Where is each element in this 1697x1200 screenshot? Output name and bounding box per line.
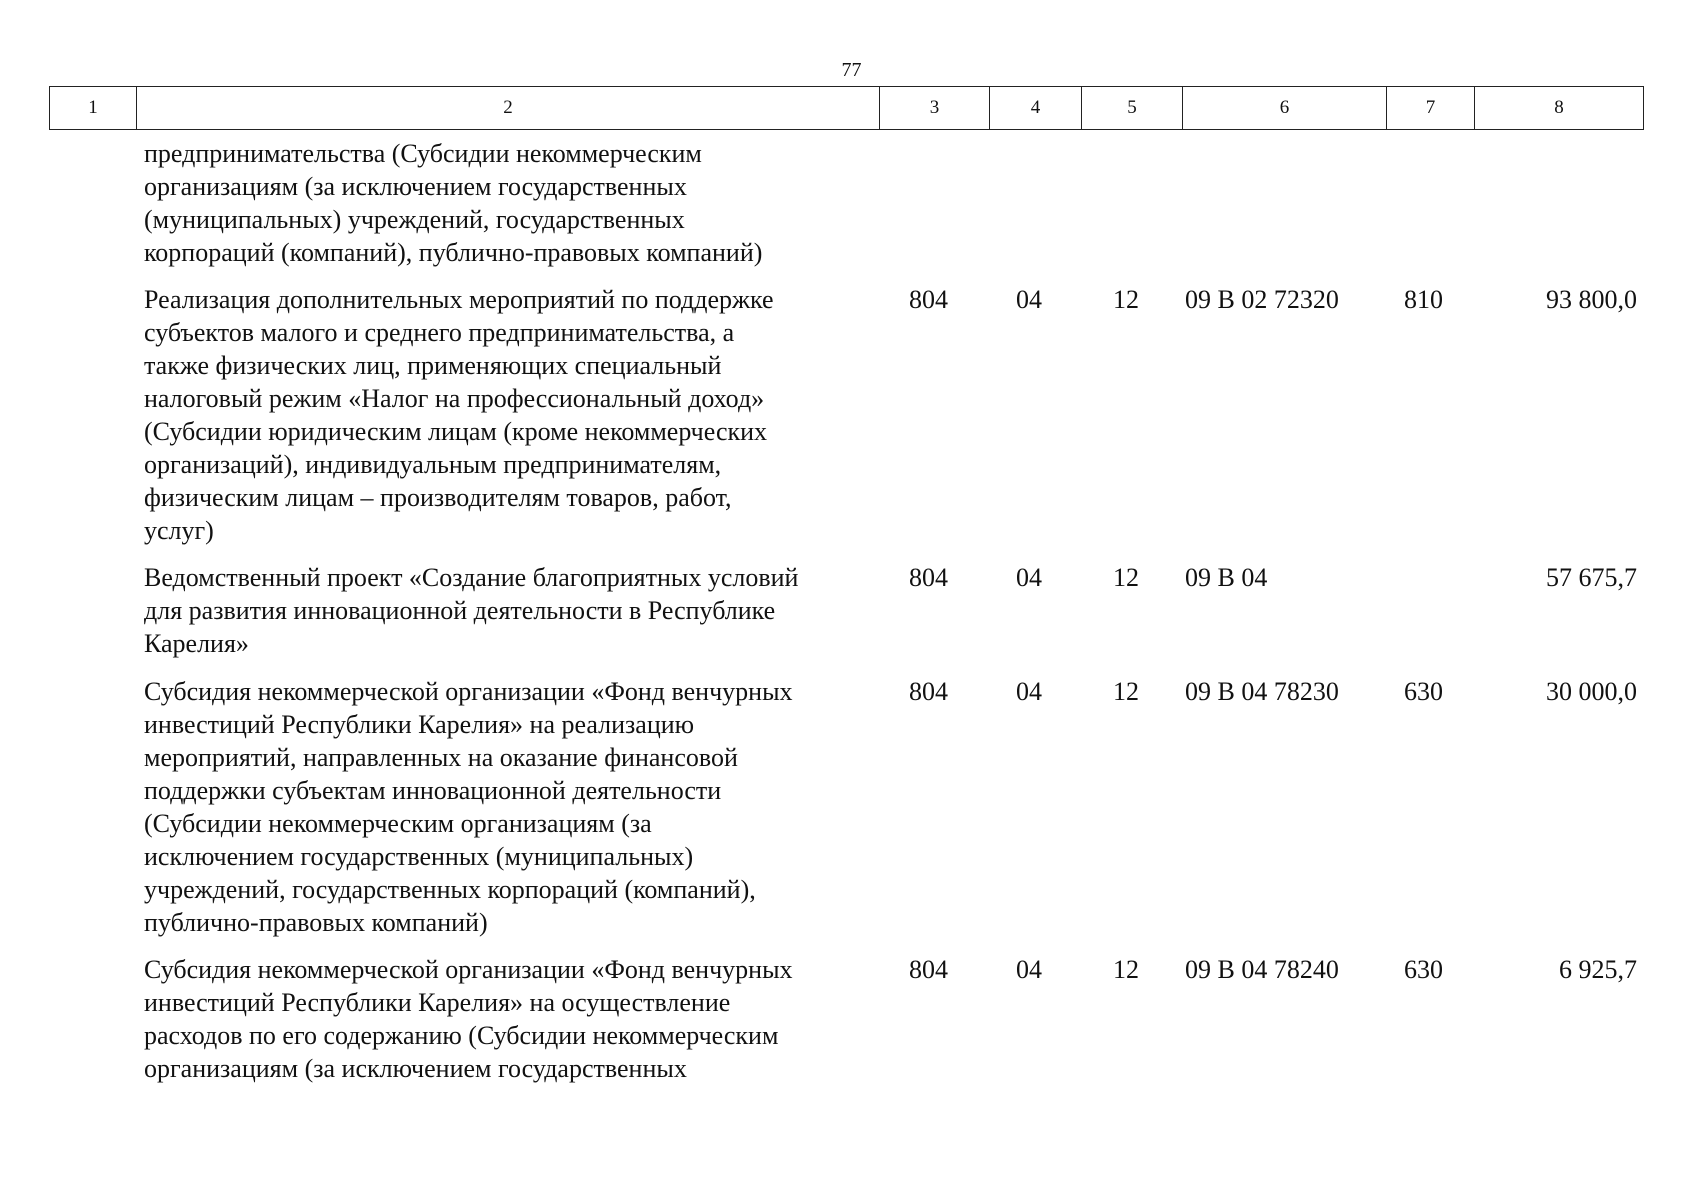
row-code-3: 804 bbox=[909, 955, 948, 984]
row-description bbox=[144, 283, 864, 547]
row-description bbox=[144, 953, 864, 1085]
description-line: инвестиций Республики Карелия» на реализацию bbox=[144, 710, 695, 739]
column-header-8: 8 bbox=[1475, 87, 1644, 130]
description-line: организациям (за исключением государственных bbox=[144, 172, 687, 201]
column-header-2: 2 bbox=[137, 87, 880, 130]
row-code-4: 04 bbox=[1016, 563, 1042, 592]
row-code-3: 804 bbox=[909, 563, 948, 592]
description-line: организаций), индивидуальным предпринимателям, bbox=[144, 450, 722, 479]
description-line: расходов по его содержанию (Субсидии некоммерческим bbox=[144, 1021, 779, 1050]
description-line: Карелия» bbox=[144, 629, 249, 658]
description-line: мероприятий, направленных на оказание финансовой bbox=[144, 743, 738, 772]
row-code-7: 630 bbox=[1404, 955, 1443, 984]
description-line: исключением государственных (муниципальных) bbox=[144, 842, 694, 871]
row-code-4: 04 bbox=[1016, 955, 1042, 984]
row-code-6: 09 В 04 78230 bbox=[1185, 677, 1339, 706]
row-code-7: 630 bbox=[1404, 677, 1443, 706]
description-line: услуг) bbox=[144, 516, 214, 545]
description-line: налоговый режим «Налог на профессиональный доход» bbox=[144, 384, 765, 413]
row-code-6: 09 В 04 bbox=[1185, 563, 1268, 592]
row-description bbox=[144, 137, 864, 269]
description-line: учреждений, государственных корпораций (компаний), bbox=[144, 875, 756, 904]
row-code-5: 12 bbox=[1113, 285, 1139, 314]
page-number bbox=[0, 58, 1697, 82]
description-line: для развития инновационной деятельности в Республике bbox=[144, 596, 776, 625]
row-amount: 30 000,0 bbox=[1546, 677, 1637, 706]
row-code-7: 810 bbox=[1404, 285, 1443, 314]
column-header-3: 3 bbox=[880, 87, 990, 130]
column-header-7: 7 bbox=[1387, 87, 1475, 130]
description-line: Субсидия некоммерческой организации «Фонд венчурных bbox=[144, 955, 793, 984]
description-line: физическим лицам – производителям товаров, работ, bbox=[144, 483, 732, 512]
description-line: предпринимательства (Субсидии некоммерческим bbox=[144, 139, 702, 168]
description-line: (Субсидии некоммерческим организациям (за bbox=[144, 809, 652, 838]
row-code-5: 12 bbox=[1113, 677, 1139, 706]
row-description bbox=[144, 675, 864, 939]
description-line: корпораций (компаний), публично-правовых компаний) bbox=[144, 238, 763, 267]
row-code-6: 09 В 02 72320 bbox=[1185, 285, 1339, 314]
row-amount: 6 925,7 bbox=[1559, 955, 1637, 984]
description-line: публично-правовых компаний) bbox=[144, 908, 488, 937]
row-code-6: 09 В 04 78240 bbox=[1185, 955, 1339, 984]
column-header-table bbox=[49, 86, 1644, 130]
description-line: Реализация дополнительных мероприятий по поддержке bbox=[144, 285, 774, 314]
description-line: субъектов малого и среднего предпринимательства, а bbox=[144, 318, 735, 347]
row-code-4: 04 bbox=[1016, 677, 1042, 706]
description-line: инвестиций Республики Карелия» на осуществление bbox=[144, 988, 731, 1017]
description-line: (муниципальных) учреждений, государственных bbox=[144, 205, 685, 234]
description-line: Ведомственный проект «Создание благоприятных условий bbox=[144, 563, 799, 592]
description-line: организациям (за исключением государственных bbox=[144, 1054, 687, 1083]
column-header-1: 1 bbox=[50, 87, 137, 130]
row-code-5: 12 bbox=[1113, 563, 1139, 592]
row-code-3: 804 bbox=[909, 677, 948, 706]
page-number-text: 77 bbox=[841, 59, 862, 81]
column-header-4: 4 bbox=[990, 87, 1082, 130]
row-code-5: 12 bbox=[1113, 955, 1139, 984]
column-header-row bbox=[50, 87, 1644, 130]
row-description bbox=[144, 561, 864, 660]
row-code-4: 04 bbox=[1016, 285, 1042, 314]
description-line: также физических лиц, применяющих специальный bbox=[144, 351, 722, 380]
column-header-6: 6 bbox=[1183, 87, 1387, 130]
column-header-5: 5 bbox=[1082, 87, 1183, 130]
row-amount: 57 675,7 bbox=[1546, 563, 1637, 592]
description-line: Субсидия некоммерческой организации «Фонд венчурных bbox=[144, 677, 793, 706]
row-code-3: 804 bbox=[909, 285, 948, 314]
description-line: (Субсидии юридическим лицам (кроме некоммерческих bbox=[144, 417, 768, 446]
row-amount: 93 800,0 bbox=[1546, 285, 1637, 314]
description-line: поддержки субъектам инновационной деятельности bbox=[144, 776, 722, 805]
